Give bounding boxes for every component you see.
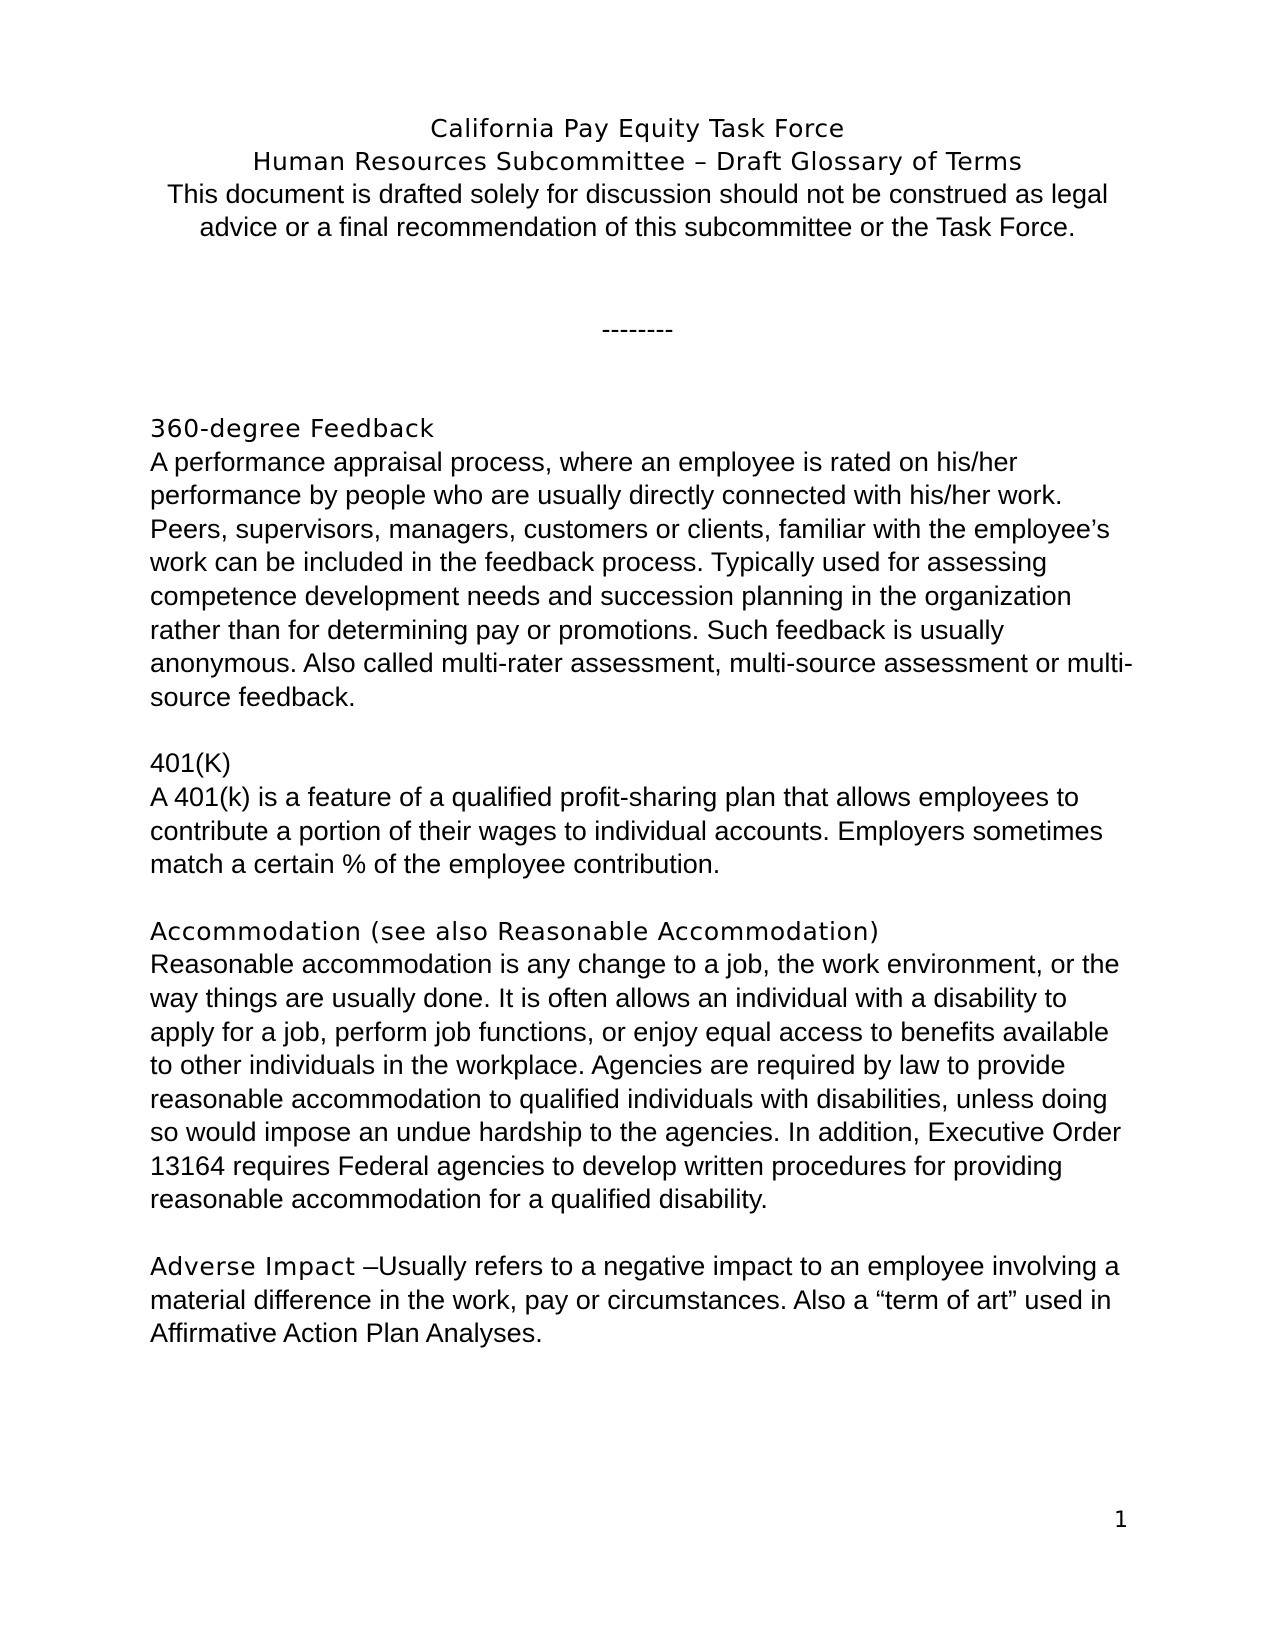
- glossary-definition: Reasonable accommodation is any change to a job, the work environment, or the way things are usually done. It is often allows an individual with a disability to apply for a job, perform job functions, or enjoy equal access to benefits available to other individuals in the workplace. Agencies are required by law to provide reasonable accommodation to qualified individuals with disabilities, unless doing so would impose an undue hardship to the agencies. In addition, Executive Order 13164 requires Federal agencies to develop written procedures for providing reasonable accommodation for a qualified disability.: [150, 949, 1122, 1215]
- document-header: [150, 112, 1125, 244]
- glossary-definition: –Usually refers to a negative impact to an employee involving a material difference in the work, pay or circumstances. Also a “term of art” used in Affirmative Action Plan Analyses.: [150, 1251, 1120, 1349]
- glossary-term: Adverse Impact: [150, 1252, 356, 1282]
- glossary-term: 360-degree Feedback: [150, 414, 435, 443]
- document-disclaimer: This document is drafted solely for discussion should not be construed as legal advice or a final recommendation of this subcommittee or the Task Force.: [166, 179, 1109, 242]
- section-separator: --------: [601, 314, 674, 344]
- glossary-entry: [150, 412, 1135, 714]
- glossary-term: 401(K): [150, 748, 232, 779]
- document-subtitle: Human Resources Subcommittee – Draft Glossary of Terms: [252, 147, 1023, 176]
- glossary-list: [150, 412, 1135, 1384]
- glossary-entry: [150, 915, 1135, 1217]
- glossary-definition: A 401(k) is a feature of a qualified profit-sharing plan that allows employees to contribute a portion of their wages to individual accounts. Employers sometimes match a certain % of the employee contribution.: [150, 781, 1103, 880]
- glossary-entry: [150, 747, 1135, 881]
- page-number: 1: [1114, 1508, 1128, 1533]
- glossary-term: Accommodation (see also Reasonable Accommodation): [150, 916, 880, 946]
- glossary-definition: A performance appraisal process, where an employee is rated on his/her performance by people who are usually directly connected with his/her work. Peers, supervisors, managers, customers or clients, familiar with the employee’s work can be included in the feedback process. Typically used for assessing competence development needs and succession planning in the organization rather than for determining pay or promotions. Such feedback is usually anonymous. Also called multi-rater assessment, multi-source assessment or multi-source feedback.: [150, 446, 1133, 712]
- glossary-entry: [150, 1250, 1135, 1351]
- document-title: California Pay Equity Task Force: [430, 114, 845, 143]
